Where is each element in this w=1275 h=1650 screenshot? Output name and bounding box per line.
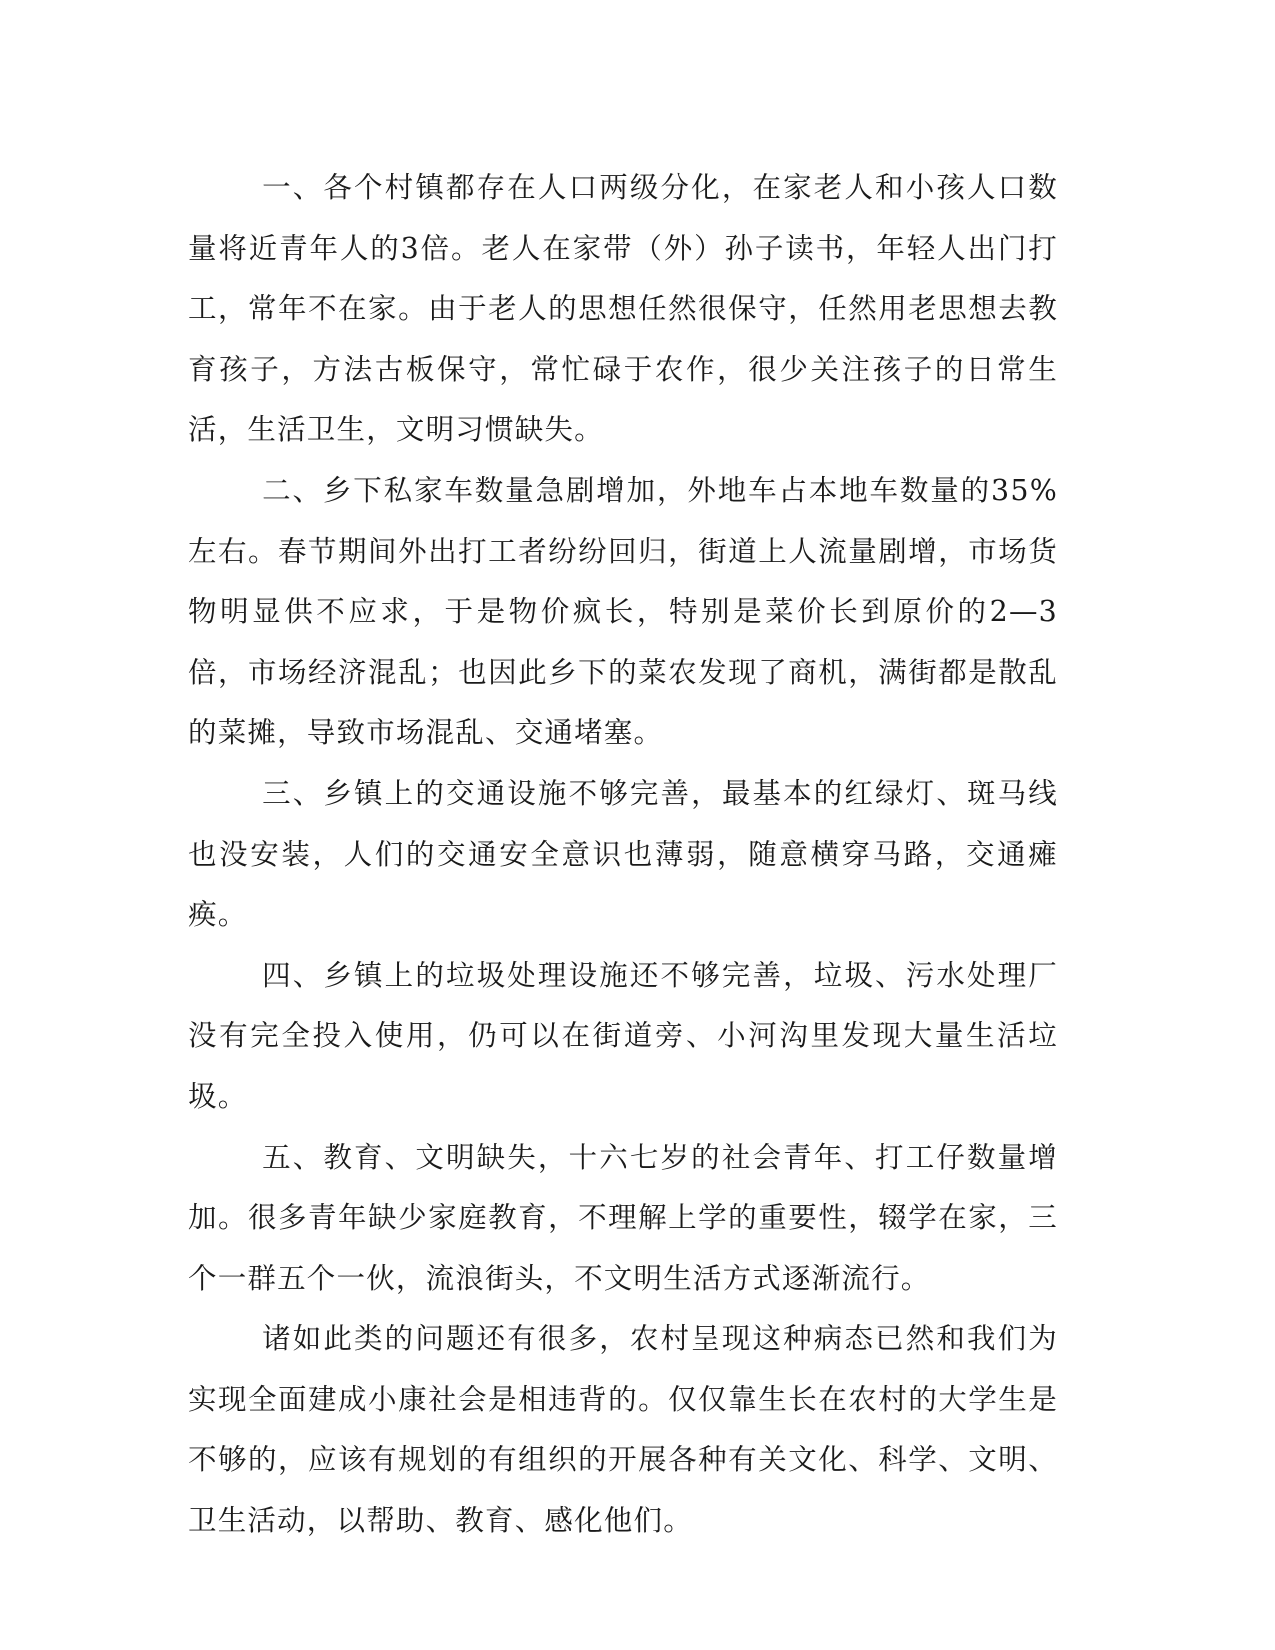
document-body [188,158,1058,1552]
paragraph-2: 二、乡下私家车数量急剧增加，外地车占本地车数量的35%左右。春节期间外出打工者纷纷回归，街道上人流量剧增，市场货物明显供不应求，于是物价疯长，特别是菜价长到原价的2—3倍，市场经济混乱；也因此乡下的菜农发现了商机，满街都是散乱的菜摊，导致市场混乱、交通堵塞。 [188,473,1058,750]
paragraph-5: 五、教育、文明缺失，十六七岁的社会青年、打工仔数量增加。很多青年缺少家庭教育，不理解上学的重要性，辍学在家，三个一群五个一伙，流浪街头，不文明生活方式逐渐流行。 [188,1140,1058,1295]
paragraph-4: 四、乡镇上的垃圾处理设施还不够完善，垃圾、污水处理厂没有完全投入使用，仍可以在街道旁、小河沟里发现大量生活垃圾。 [188,958,1058,1113]
paragraph-1: 一、各个村镇都存在人口两级分化，在家老人和小孩人口数量将近青年人的3倍。老人在家带（外）孙子读书，年轻人出门打工，常年不在家。由于老人的思想任然很保守，任然用老思想去教育孩子，方法古板保守，常忙碌于农作，很少关注孩子的日常生活，生活卫生，文明习惯缺失。 [188,171,1058,447]
paragraph-3: 三、乡镇上的交通设施不够完善，最基本的红绿灯、斑马线也没安装，人们的交通安全意识也薄弱，随意横穿马路，交通瘫痪。 [188,776,1058,932]
paragraph-6: 诸如此类的问题还有很多，农村呈现这种病态已然和我们为实现全面建成小康社会是相违背的。仅仅靠生长在农村的大学生是不够的，应该有规划的有组织的开展各种有关文化、科学、文明、卫生活动，以帮助、教育、感化他们。 [188,1322,1058,1538]
